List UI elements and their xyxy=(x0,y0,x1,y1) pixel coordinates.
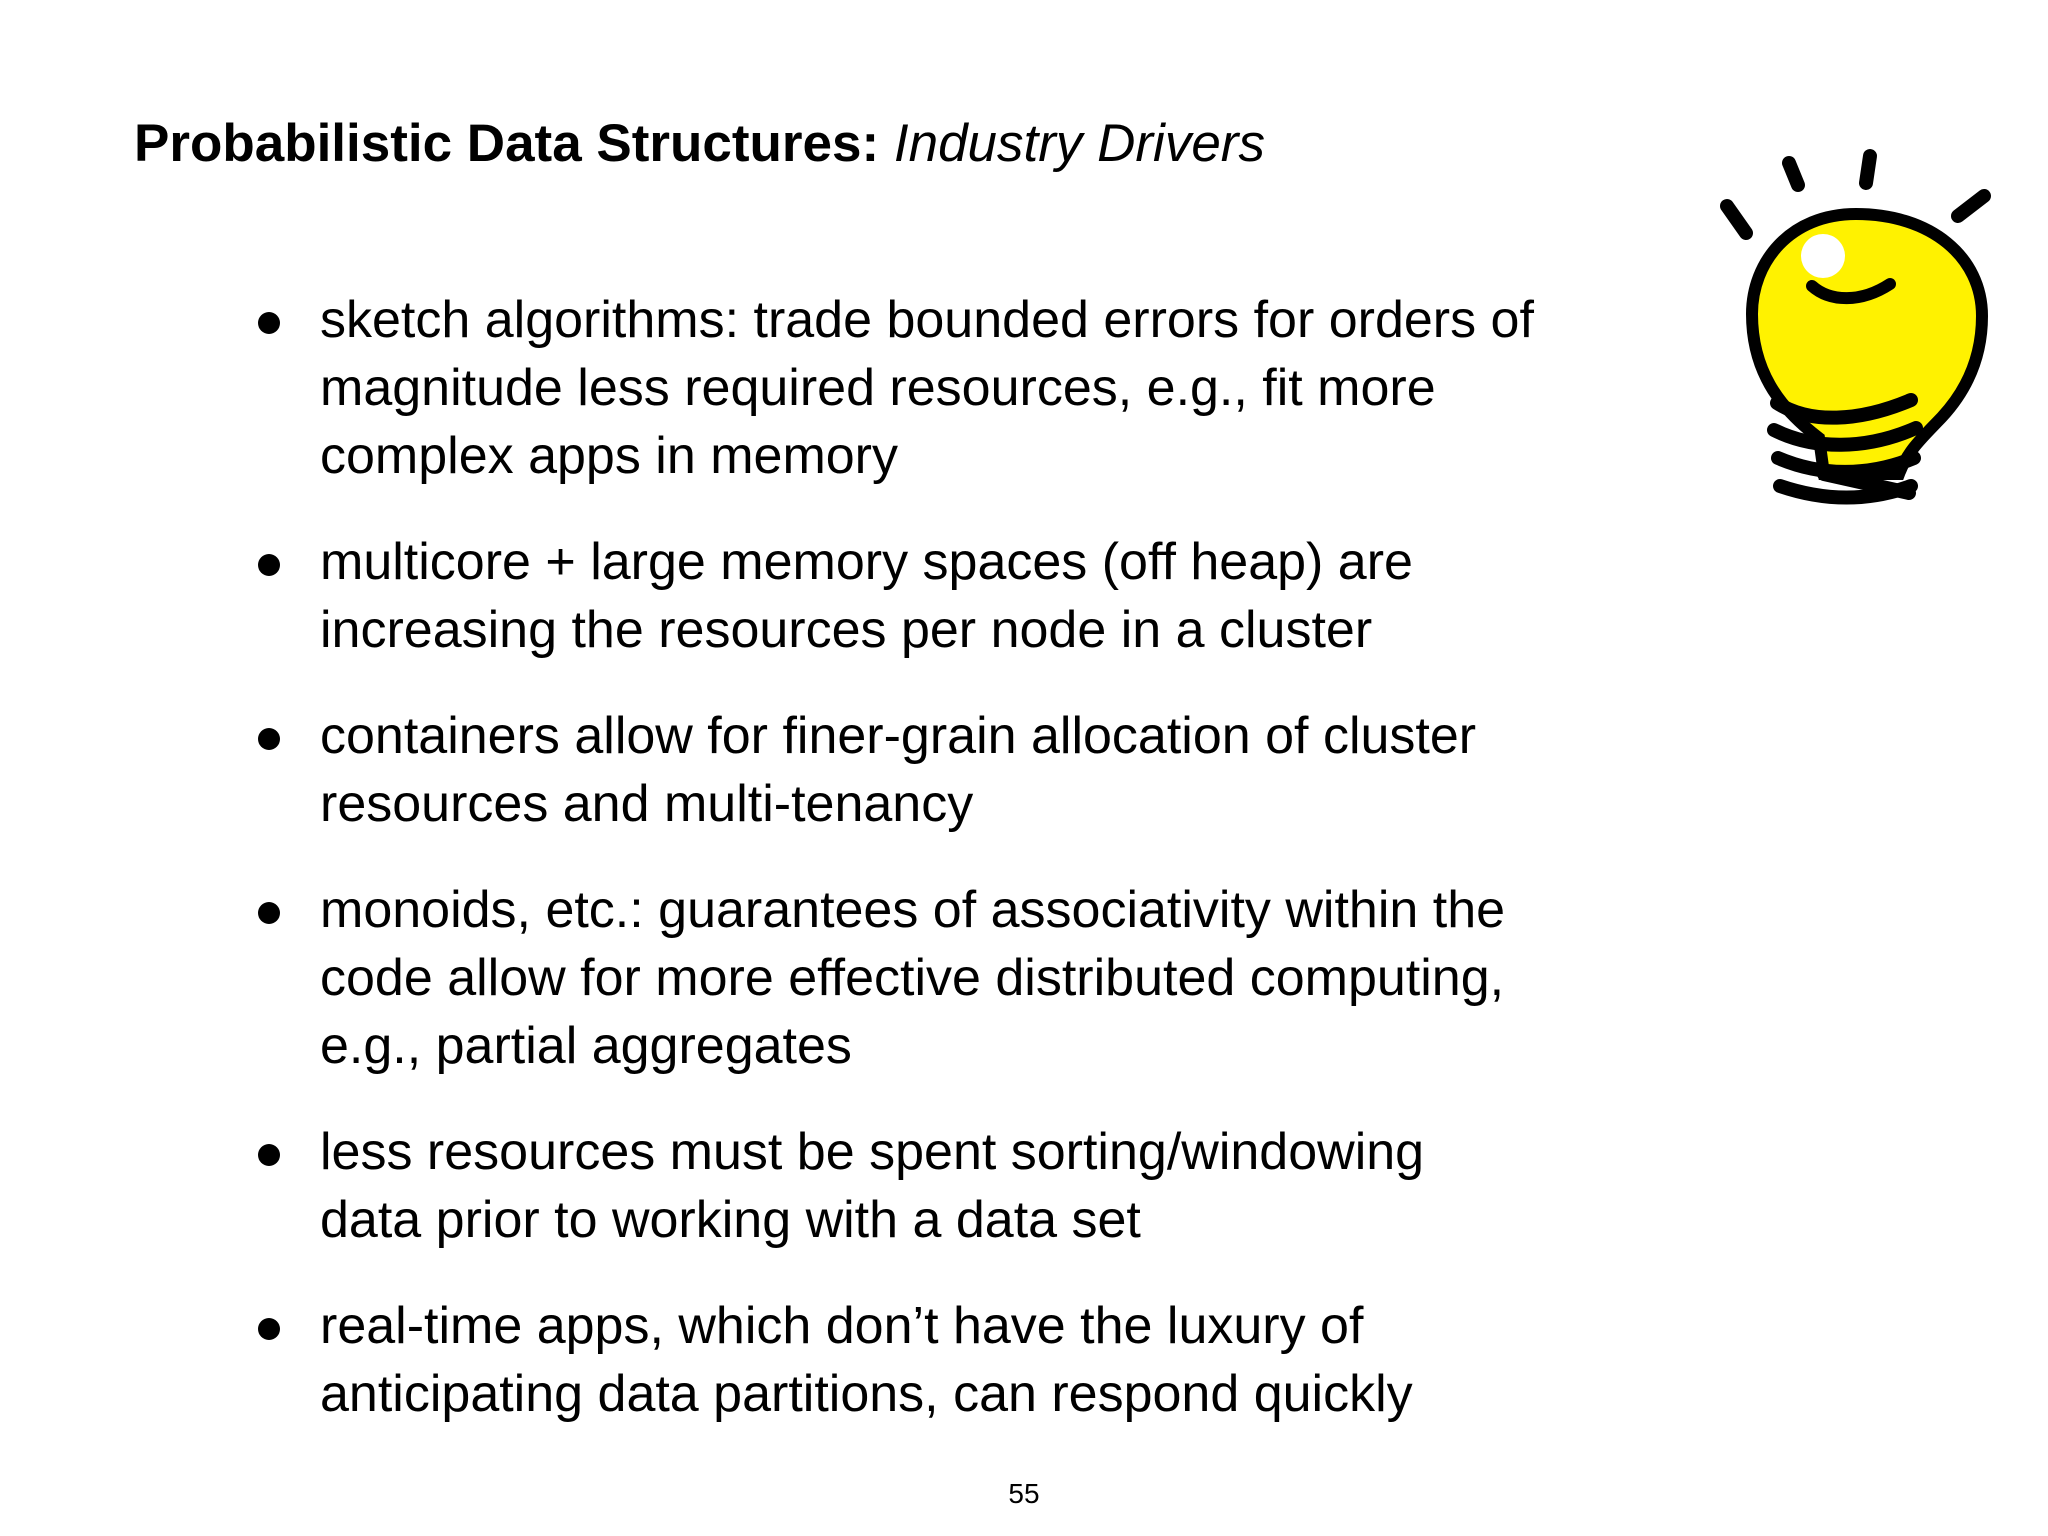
bullet-text: monoids, etc.: guarantees of associativity within the code allow for more effective distributed computing, e.g., partial aggregates xyxy=(320,881,1506,1075)
bullet-item xyxy=(246,286,1536,490)
bullet-icon xyxy=(258,1144,280,1166)
bullet-icon xyxy=(258,902,280,924)
bullet-icon xyxy=(258,728,280,750)
bullet-list xyxy=(246,286,1536,1466)
bullet-icon xyxy=(258,312,280,334)
bullet-text: less resources must be spent sorting/windowing data prior to working with a data set xyxy=(320,1123,1425,1249)
lightbulb-icon xyxy=(1706,136,2006,516)
bullet-text: multicore + large memory spaces (off heap) are increasing the resources per node in a cluster xyxy=(320,533,1413,659)
bullet-item xyxy=(246,528,1536,664)
bullet-item xyxy=(246,1118,1536,1254)
bullet-item xyxy=(246,876,1536,1080)
bullet-item xyxy=(246,1292,1536,1428)
bullet-icon xyxy=(258,554,280,576)
slide-title-italic: Industry Drivers xyxy=(893,114,1265,173)
bullet-text: sketch algorithms: trade bounded errors for orders of magnitude less required resources, e.g., fit more complex apps in memory xyxy=(320,291,1534,485)
bullet-item xyxy=(246,702,1536,838)
bullet-text: containers allow for finer-grain allocation of cluster resources and multi-tenancy xyxy=(320,707,1477,833)
bullet-icon xyxy=(258,1318,280,1340)
bullet-text: real-time apps, which don’t have the luxury of anticipating data partitions, can respond quickly xyxy=(320,1297,1413,1423)
slide-title xyxy=(134,112,1265,176)
page-number: 55 xyxy=(1008,1478,1040,1509)
slide-title-bold: Probabilistic Data Structures: xyxy=(134,114,880,173)
